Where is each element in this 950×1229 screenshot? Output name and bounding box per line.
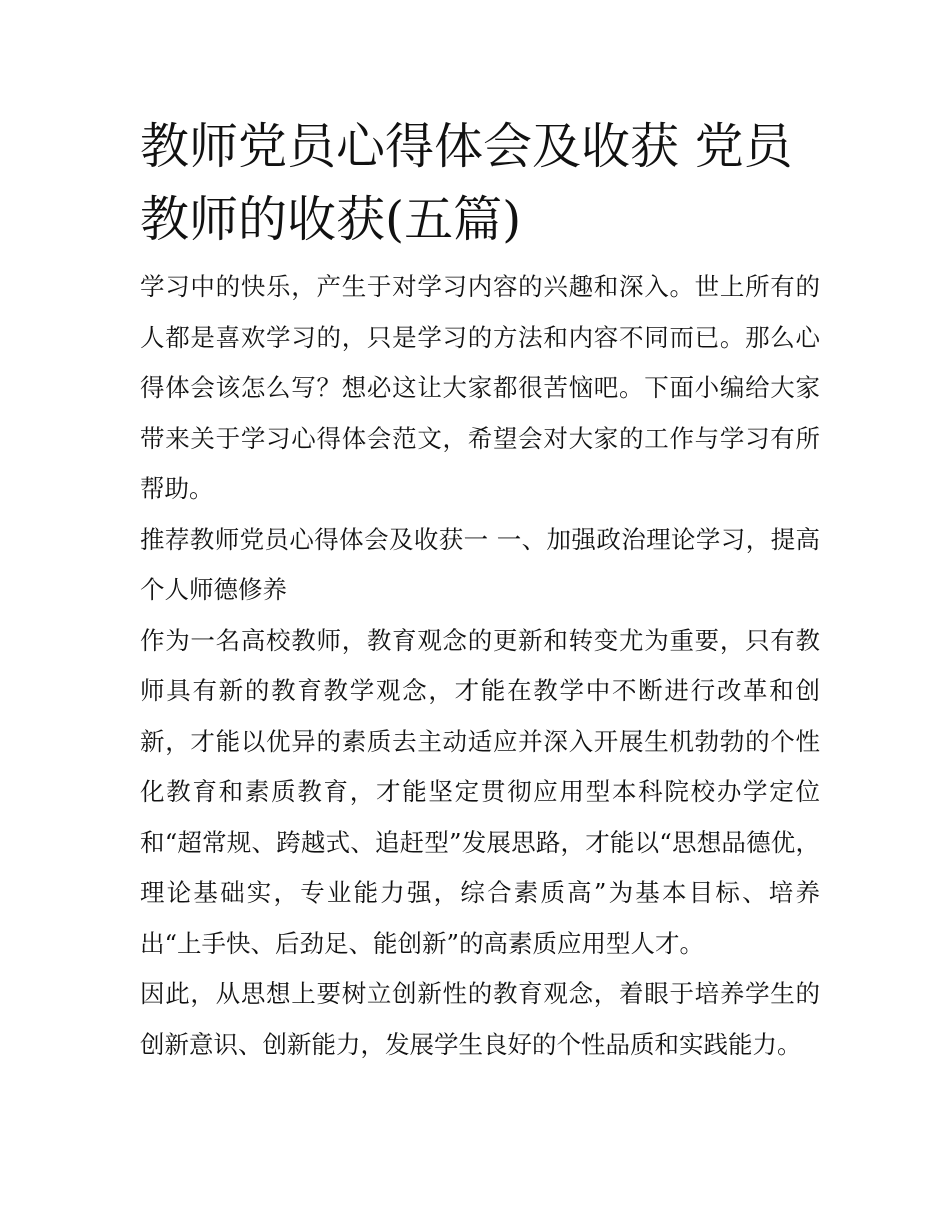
paragraph-body-2: 因此，从思想上要树立创新性的教育观念，着眼于培养学生的创新意识、创新能力，发展学生良好的个性品质和实践能力。 (140, 979, 820, 1059)
paragraph-section-heading: 推荐教师党员心得体会及收获一 一、加强政治理论学习，提高个人师德修养 (140, 524, 820, 604)
paragraph-intro: 学习中的快乐，产生于对学习内容的兴趣和深入。世上所有的人都是喜欢学习的，只是学习的方法和内容不同而已。那么心得体会该怎么写？想必这让大家都很苦恼吧。下面小编给大家带来关于学习心得体会范文，希望会对大家的工作与学习有所帮助。 (140, 272, 820, 503)
document-page (140, 110, 820, 1070)
paragraph-body-1: 作为一名高校教师，教育观念的更新和转变尤为重要，只有教师具有新的教育教学观念，才能在教学中不断进行改革和创新，才能以优异的素质去主动适应并深入开展生机勃勃的个性化教育和素质教育，才能坚定贯彻应用型本科院校办学定位和“超常规、跨越式、追赶型”发展思路，才能以“思想品德优，理论基础实，专业能力强，综合素质高”为基本目标、培养出“上手快、后劲足、能创新”的高素质应用型人才。 (140, 625, 820, 958)
document-title: 教师党员心得体会及收获 党员教师的收获(五篇) (140, 118, 793, 248)
